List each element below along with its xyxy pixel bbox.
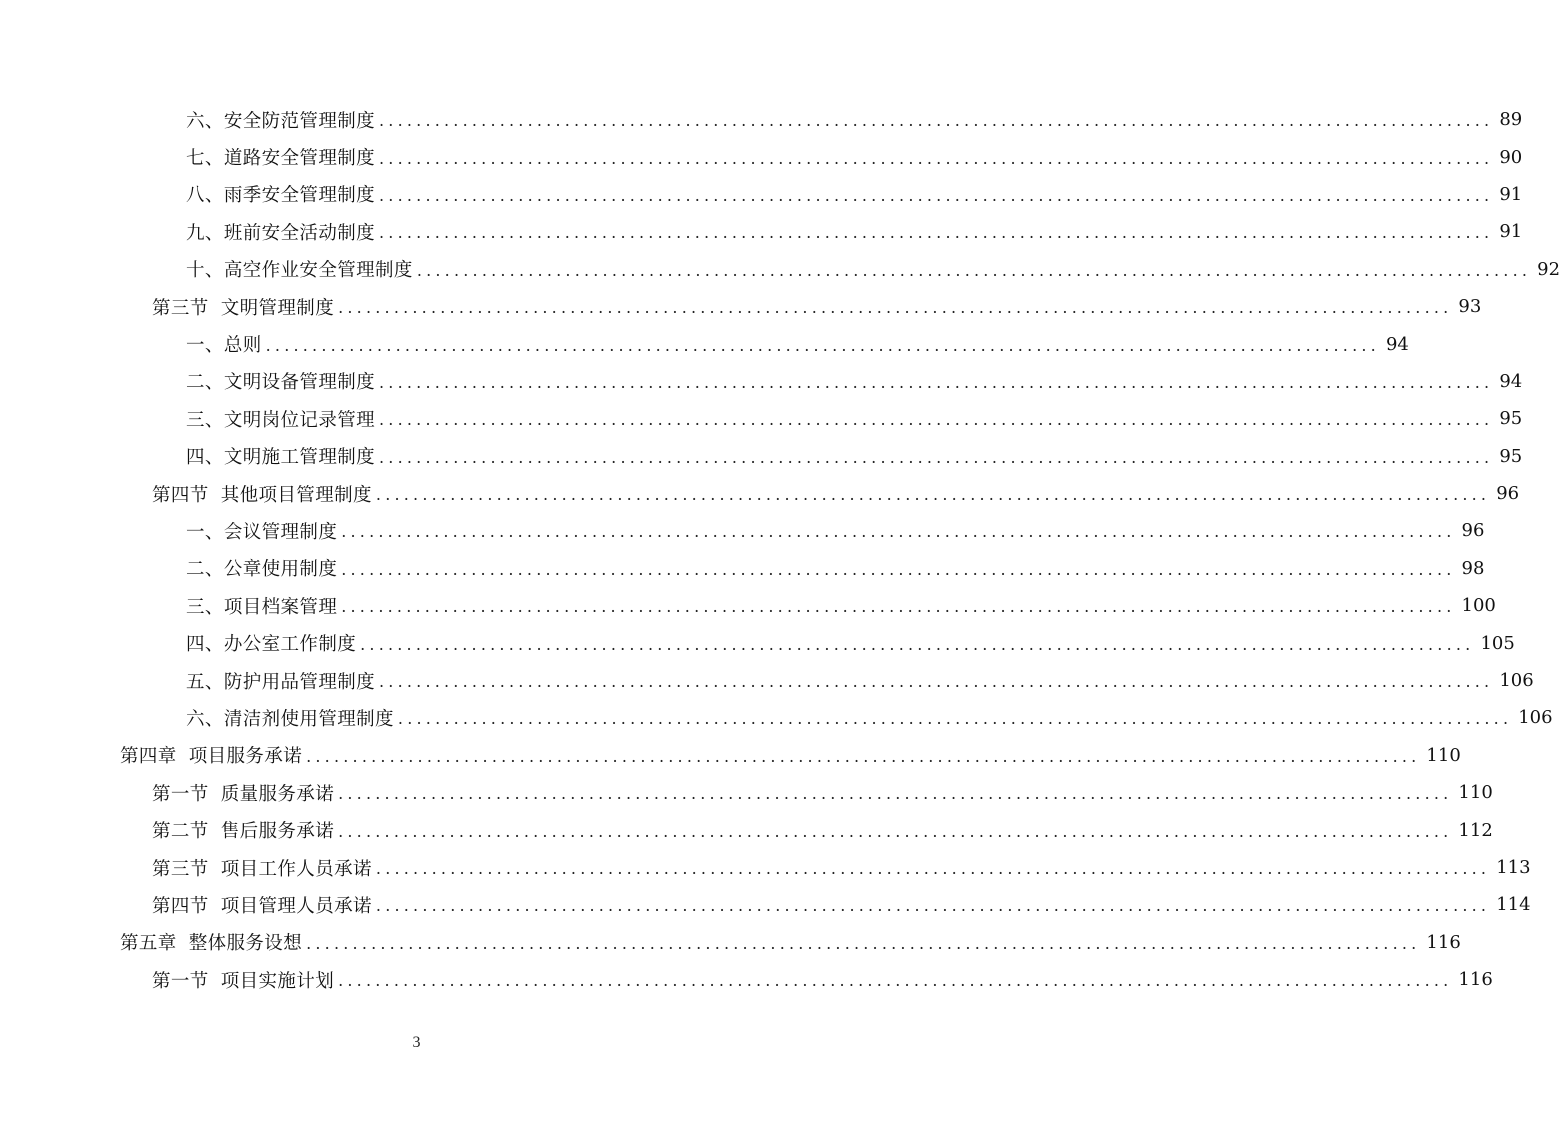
dot-leader: ........................................................................................................................ <box>379 410 1494 430</box>
toc-entry-prefix: 第三节 <box>152 297 209 319</box>
toc-entry-title: 项目管理人员承诺 <box>220 895 372 917</box>
toc-entry[interactable] <box>0 512 1485 549</box>
toc-entry-label <box>186 668 375 694</box>
toc-entry-title: 质量服务承诺 <box>220 783 335 805</box>
toc-entry-title: 安全防范管理制度 <box>223 110 376 132</box>
dot-leader: ........................................................................................................................ <box>397 709 1513 729</box>
toc-entry[interactable] <box>0 886 1531 923</box>
toc-entry-page: 96 <box>1461 520 1485 542</box>
toc-entry-prefix: 第四节 <box>152 484 209 506</box>
toc-entry[interactable] <box>0 251 1560 288</box>
toc-entry-label <box>152 294 334 320</box>
toc-entry-prefix: 三、 <box>186 596 224 618</box>
toc-entry-prefix: 第一节 <box>152 970 209 992</box>
toc-entry-page: 96 <box>1496 483 1520 505</box>
toc-entry[interactable] <box>0 624 1515 661</box>
toc-entry-prefix: 四、 <box>186 634 224 656</box>
toc-entry[interactable] <box>0 961 1493 998</box>
toc-entry-label <box>186 630 356 656</box>
toc-entry-title: 雨季安全管理制度 <box>223 185 376 207</box>
toc-entry-label <box>186 593 337 619</box>
toc-entry-title: 会议管理制度 <box>223 521 338 543</box>
toc-entry-label <box>186 256 413 282</box>
toc-entry-title: 文明管理制度 <box>220 297 335 319</box>
page-number: 3 <box>412 1034 421 1051</box>
toc-entry-label <box>120 929 302 955</box>
dot-leader: ........................................................................................................................ <box>338 821 1453 841</box>
toc-entry-prefix: 五、 <box>186 671 224 693</box>
dot-leader: ........................................................................................................................ <box>375 485 1491 505</box>
toc-entry-page: 105 <box>1480 632 1515 654</box>
toc-entry[interactable] <box>0 475 1520 512</box>
table-of-contents <box>0 101 1560 998</box>
toc-entry-label <box>152 780 334 806</box>
toc-entry-title: 项目工作人员承诺 <box>220 858 372 880</box>
toc-entry[interactable] <box>0 138 1523 175</box>
toc-entry-title: 高空作业安全管理制度 <box>223 260 413 282</box>
toc-entry-label <box>186 406 375 432</box>
toc-entry[interactable] <box>0 550 1485 587</box>
toc-entry-page: 116 <box>1458 969 1493 991</box>
toc-entry-title: 办公室工作制度 <box>223 634 357 656</box>
toc-entry[interactable] <box>0 176 1523 213</box>
toc-entry-title: 防护用品管理制度 <box>223 671 376 693</box>
toc-entry-page: 91 <box>1499 183 1523 205</box>
toc-entry-label <box>186 219 375 245</box>
toc-entry-page: 91 <box>1499 221 1523 243</box>
toc-entry-title: 文明施工管理制度 <box>223 447 376 469</box>
dot-leader: ........................................................................................................................ <box>341 597 1456 617</box>
toc-entry-page: 116 <box>1426 931 1461 953</box>
toc-entry-page: 98 <box>1461 557 1485 579</box>
dot-leader: ........................................................................................................................ <box>306 746 1421 766</box>
toc-entry-prefix: 第二节 <box>152 821 209 843</box>
toc-entry-prefix: 第一节 <box>152 783 209 805</box>
toc-entry-title: 班前安全活动制度 <box>223 222 376 244</box>
toc-entry-prefix: 六、 <box>186 708 224 730</box>
toc-entry[interactable] <box>0 213 1523 250</box>
toc-entry-prefix: 三、 <box>186 409 224 431</box>
dot-leader: ........................................................................................................................ <box>265 335 1380 355</box>
toc-entry[interactable] <box>0 699 1553 736</box>
dot-leader: ........................................................................................................................ <box>375 896 1491 916</box>
toc-entry-page: 93 <box>1458 296 1482 318</box>
toc-entry-prefix: 第四章 <box>120 746 177 768</box>
toc-entry[interactable] <box>0 288 1482 325</box>
toc-entry[interactable] <box>0 662 1534 699</box>
toc-entry-title: 整体服务设想 <box>188 933 303 955</box>
toc-entry-page: 95 <box>1499 408 1523 430</box>
toc-entry-prefix: 第四节 <box>152 895 209 917</box>
dot-leader: ........................................................................................................................ <box>338 784 1453 804</box>
dot-leader: ........................................................................................................................ <box>341 522 1456 542</box>
toc-entry-prefix: 一、 <box>186 521 224 543</box>
toc-entry-title: 项目档案管理 <box>223 596 338 618</box>
dot-leader: ........................................................................................................................ <box>379 672 1494 692</box>
dot-leader: ........................................................................................................................ <box>416 260 1532 280</box>
toc-entry-label <box>186 518 337 544</box>
dot-leader: ........................................................................................................................ <box>338 971 1453 991</box>
toc-entry-prefix: 一、 <box>186 335 224 357</box>
dot-leader: ........................................................................................................................ <box>360 634 1475 654</box>
toc-entry-page: 94 <box>1499 370 1523 392</box>
toc-entry-page: 90 <box>1499 146 1523 168</box>
toc-entry-title: 项目实施计划 <box>220 970 335 992</box>
toc-entry-prefix: 八、 <box>186 185 224 207</box>
dot-leader: ........................................................................................................................ <box>379 148 1494 168</box>
toc-entry-page: 113 <box>1496 857 1531 878</box>
dot-leader: ........................................................................................................................ <box>379 372 1494 392</box>
dot-leader: ........................................................................................................................ <box>338 298 1453 318</box>
toc-entry[interactable] <box>0 101 1523 138</box>
toc-entry-title: 项目服务承诺 <box>188 746 303 768</box>
toc-entry-label <box>186 181 375 207</box>
dot-leader: ........................................................................................................................ <box>341 559 1456 579</box>
toc-entry-label <box>152 892 372 918</box>
toc-entry-label <box>186 331 262 357</box>
toc-entry[interactable] <box>0 438 1523 475</box>
toc-entry-title: 道路安全管理制度 <box>223 148 376 170</box>
toc-entry-prefix: 九、 <box>186 222 224 244</box>
toc-entry-prefix: 第三节 <box>152 858 209 880</box>
toc-entry[interactable] <box>0 363 1523 400</box>
toc-entry-label <box>152 967 334 993</box>
toc-entry-label <box>186 107 375 133</box>
toc-entry-prefix: 十、 <box>186 260 224 282</box>
toc-entry-label <box>120 742 302 768</box>
toc-entry-prefix: 四、 <box>186 447 224 469</box>
toc-entry-title: 文明岗位记录管理 <box>223 409 376 431</box>
dot-leader: ........................................................................................................................ <box>379 185 1494 205</box>
dot-leader: ........................................................................................................................ <box>306 933 1421 953</box>
toc-entry-page: 89 <box>1499 109 1523 131</box>
toc-entry-title: 公章使用制度 <box>223 559 338 581</box>
toc-entry-prefix: 二、 <box>186 372 224 394</box>
toc-entry-title: 文明设备管理制度 <box>223 372 376 394</box>
toc-entry-page: 95 <box>1499 445 1523 467</box>
toc-entry[interactable] <box>0 737 1461 774</box>
toc-entry-prefix: 七、 <box>186 148 224 170</box>
toc-entry-page: 106 <box>1499 670 1534 692</box>
toc-entry-page: 110 <box>1426 744 1461 766</box>
dot-leader: ........................................................................................................................ <box>375 859 1491 878</box>
toc-entry[interactable] <box>0 774 1493 811</box>
toc-entry-label <box>152 855 372 881</box>
toc-entry[interactable] <box>0 400 1523 437</box>
toc-entry-prefix: 二、 <box>186 559 224 581</box>
toc-entry-title: 总则 <box>223 335 262 357</box>
dot-leader: ........................................................................................................................ <box>379 111 1494 131</box>
toc-entry-page: 112 <box>1458 819 1493 841</box>
toc-entry[interactable] <box>0 587 1496 624</box>
toc-entry-label <box>186 368 375 394</box>
toc-entry-page: 94 <box>1385 333 1409 355</box>
dot-leader: ........................................................................................................................ <box>379 223 1494 243</box>
toc-entry-prefix: 第五章 <box>120 933 177 955</box>
toc-entry-prefix: 六、 <box>186 110 224 132</box>
toc-entry-title: 其他项目管理制度 <box>220 484 372 506</box>
toc-entry-label <box>152 817 334 843</box>
toc-entry-label <box>152 481 372 507</box>
toc-entry-label <box>186 705 394 731</box>
toc-entry-title: 清洁剂使用管理制度 <box>223 708 394 730</box>
toc-entry-page: 114 <box>1496 894 1531 916</box>
toc-entry-page: 100 <box>1461 595 1496 617</box>
toc-entry-label <box>186 555 337 581</box>
toc-entry-page: 92 <box>1537 258 1560 280</box>
toc-entry-label <box>186 443 375 469</box>
toc-entry[interactable] <box>0 924 1461 961</box>
toc-entry-page: 106 <box>1518 707 1553 729</box>
toc-entry[interactable] <box>0 811 1493 848</box>
toc-entry-title: 售后服务承诺 <box>220 821 335 843</box>
toc-entry[interactable] <box>0 325 1409 362</box>
toc-entry-page: 110 <box>1458 782 1493 804</box>
dot-leader: ........................................................................................................................ <box>379 447 1494 467</box>
toc-entry-label <box>186 144 375 170</box>
toc-entry[interactable] <box>0 849 1531 886</box>
